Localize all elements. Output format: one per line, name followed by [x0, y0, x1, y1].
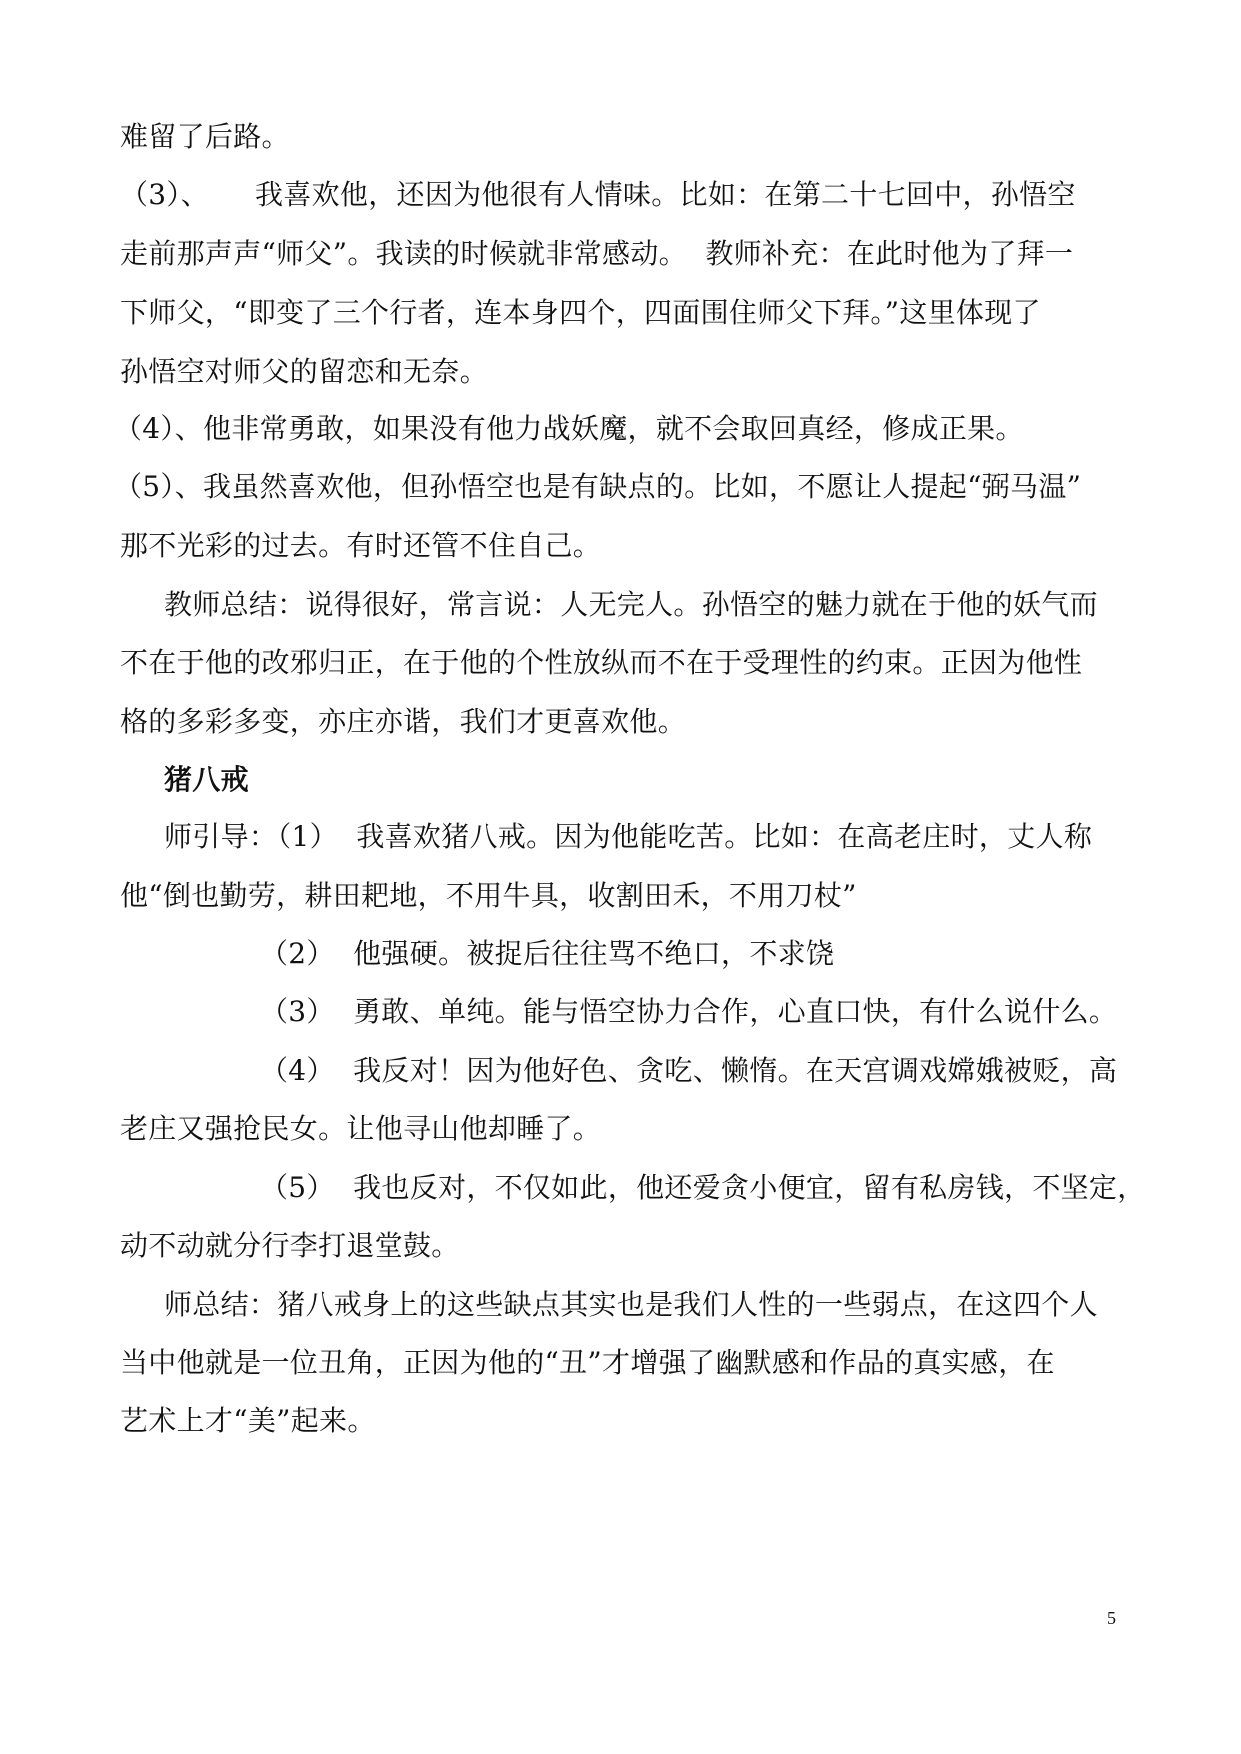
text-line: （4） 我反对！因为他好色、贪吃、懒惰。在天宫调戏嫦娥被贬，高: [260, 1054, 1118, 1087]
page-number: 5: [1107, 1608, 1116, 1628]
section-heading: 猪八戒: [164, 763, 249, 796]
text-line: 他“倒也勤劳，耕田耙地，不用牛具，收割田禾，不用刀杖”: [120, 879, 857, 912]
text-line: 师总结：猪八戒身上的这些缺点其实也是我们人性的一些弱点，在这四个人: [164, 1288, 1098, 1321]
text-line: （3） 勇敢、单纯。能与悟空协力合作，心直口快，有什么说什么。: [260, 995, 1118, 1028]
text-line: 孙悟空对师父的留恋和无奈。: [120, 355, 488, 388]
text-line: （5） 我也反对，不仅如此，他还爱贪小便宜，留有私房钱，不坚定，: [260, 1171, 1146, 1204]
text-line: 艺术上才“美”起来。: [120, 1404, 376, 1437]
text-line: 当中他就是一位丑角，正因为他的“丑”才增强了幽默感和作品的真实感，在: [120, 1346, 1055, 1379]
text-line: 难留了后路。: [120, 120, 290, 153]
text-line: 走前那声声“师父”。我读的时候就非常感动。 教师补充：在此时他为了拜一: [120, 237, 1074, 270]
text-line: 格的多彩多变，亦庄亦谐，我们才更喜欢他。: [120, 705, 687, 738]
text-line: 不在于他的改邪归正，在于他的个性放纵而不在于受理性的约束。正因为他性: [120, 646, 1083, 679]
text-line: 老庄又强抢民女。让他寻山他却睡了。: [120, 1112, 602, 1145]
text-line: （2） 他强硬。被捉后往往骂不绝口，不求饶: [260, 937, 835, 970]
text-line: 教师总结：说得很好，常言说：人无完人。孙悟空的魅力就在于他的妖气而: [164, 588, 1098, 621]
text-line: 动不动就分行李打退堂鼓。: [120, 1229, 460, 1262]
text-line: （3）、 我喜欢他，还因为他很有人情味。比如：在第二十七回中，孙悟空: [120, 178, 1076, 211]
text-line: 下师父，“即变了三个行者，连本身四个，四面围住师父下拜。”这里体现了: [120, 296, 1041, 329]
text-line: （4）、他非常勇敢，如果没有他力战妖魔，就不会取回真经，修成正果。: [114, 412, 1024, 445]
text-line: 那不光彩的过去。有时还管不住自己。: [120, 529, 602, 562]
text-line: （5）、我虽然喜欢他，但孙悟空也是有缺点的。比如，不愿让人提起“弼马温”: [114, 470, 1082, 503]
text-line: 师引导：（1） 我喜欢猪八戒。因为他能吃苦。比如：在高老庄时，丈人称: [164, 820, 1093, 853]
